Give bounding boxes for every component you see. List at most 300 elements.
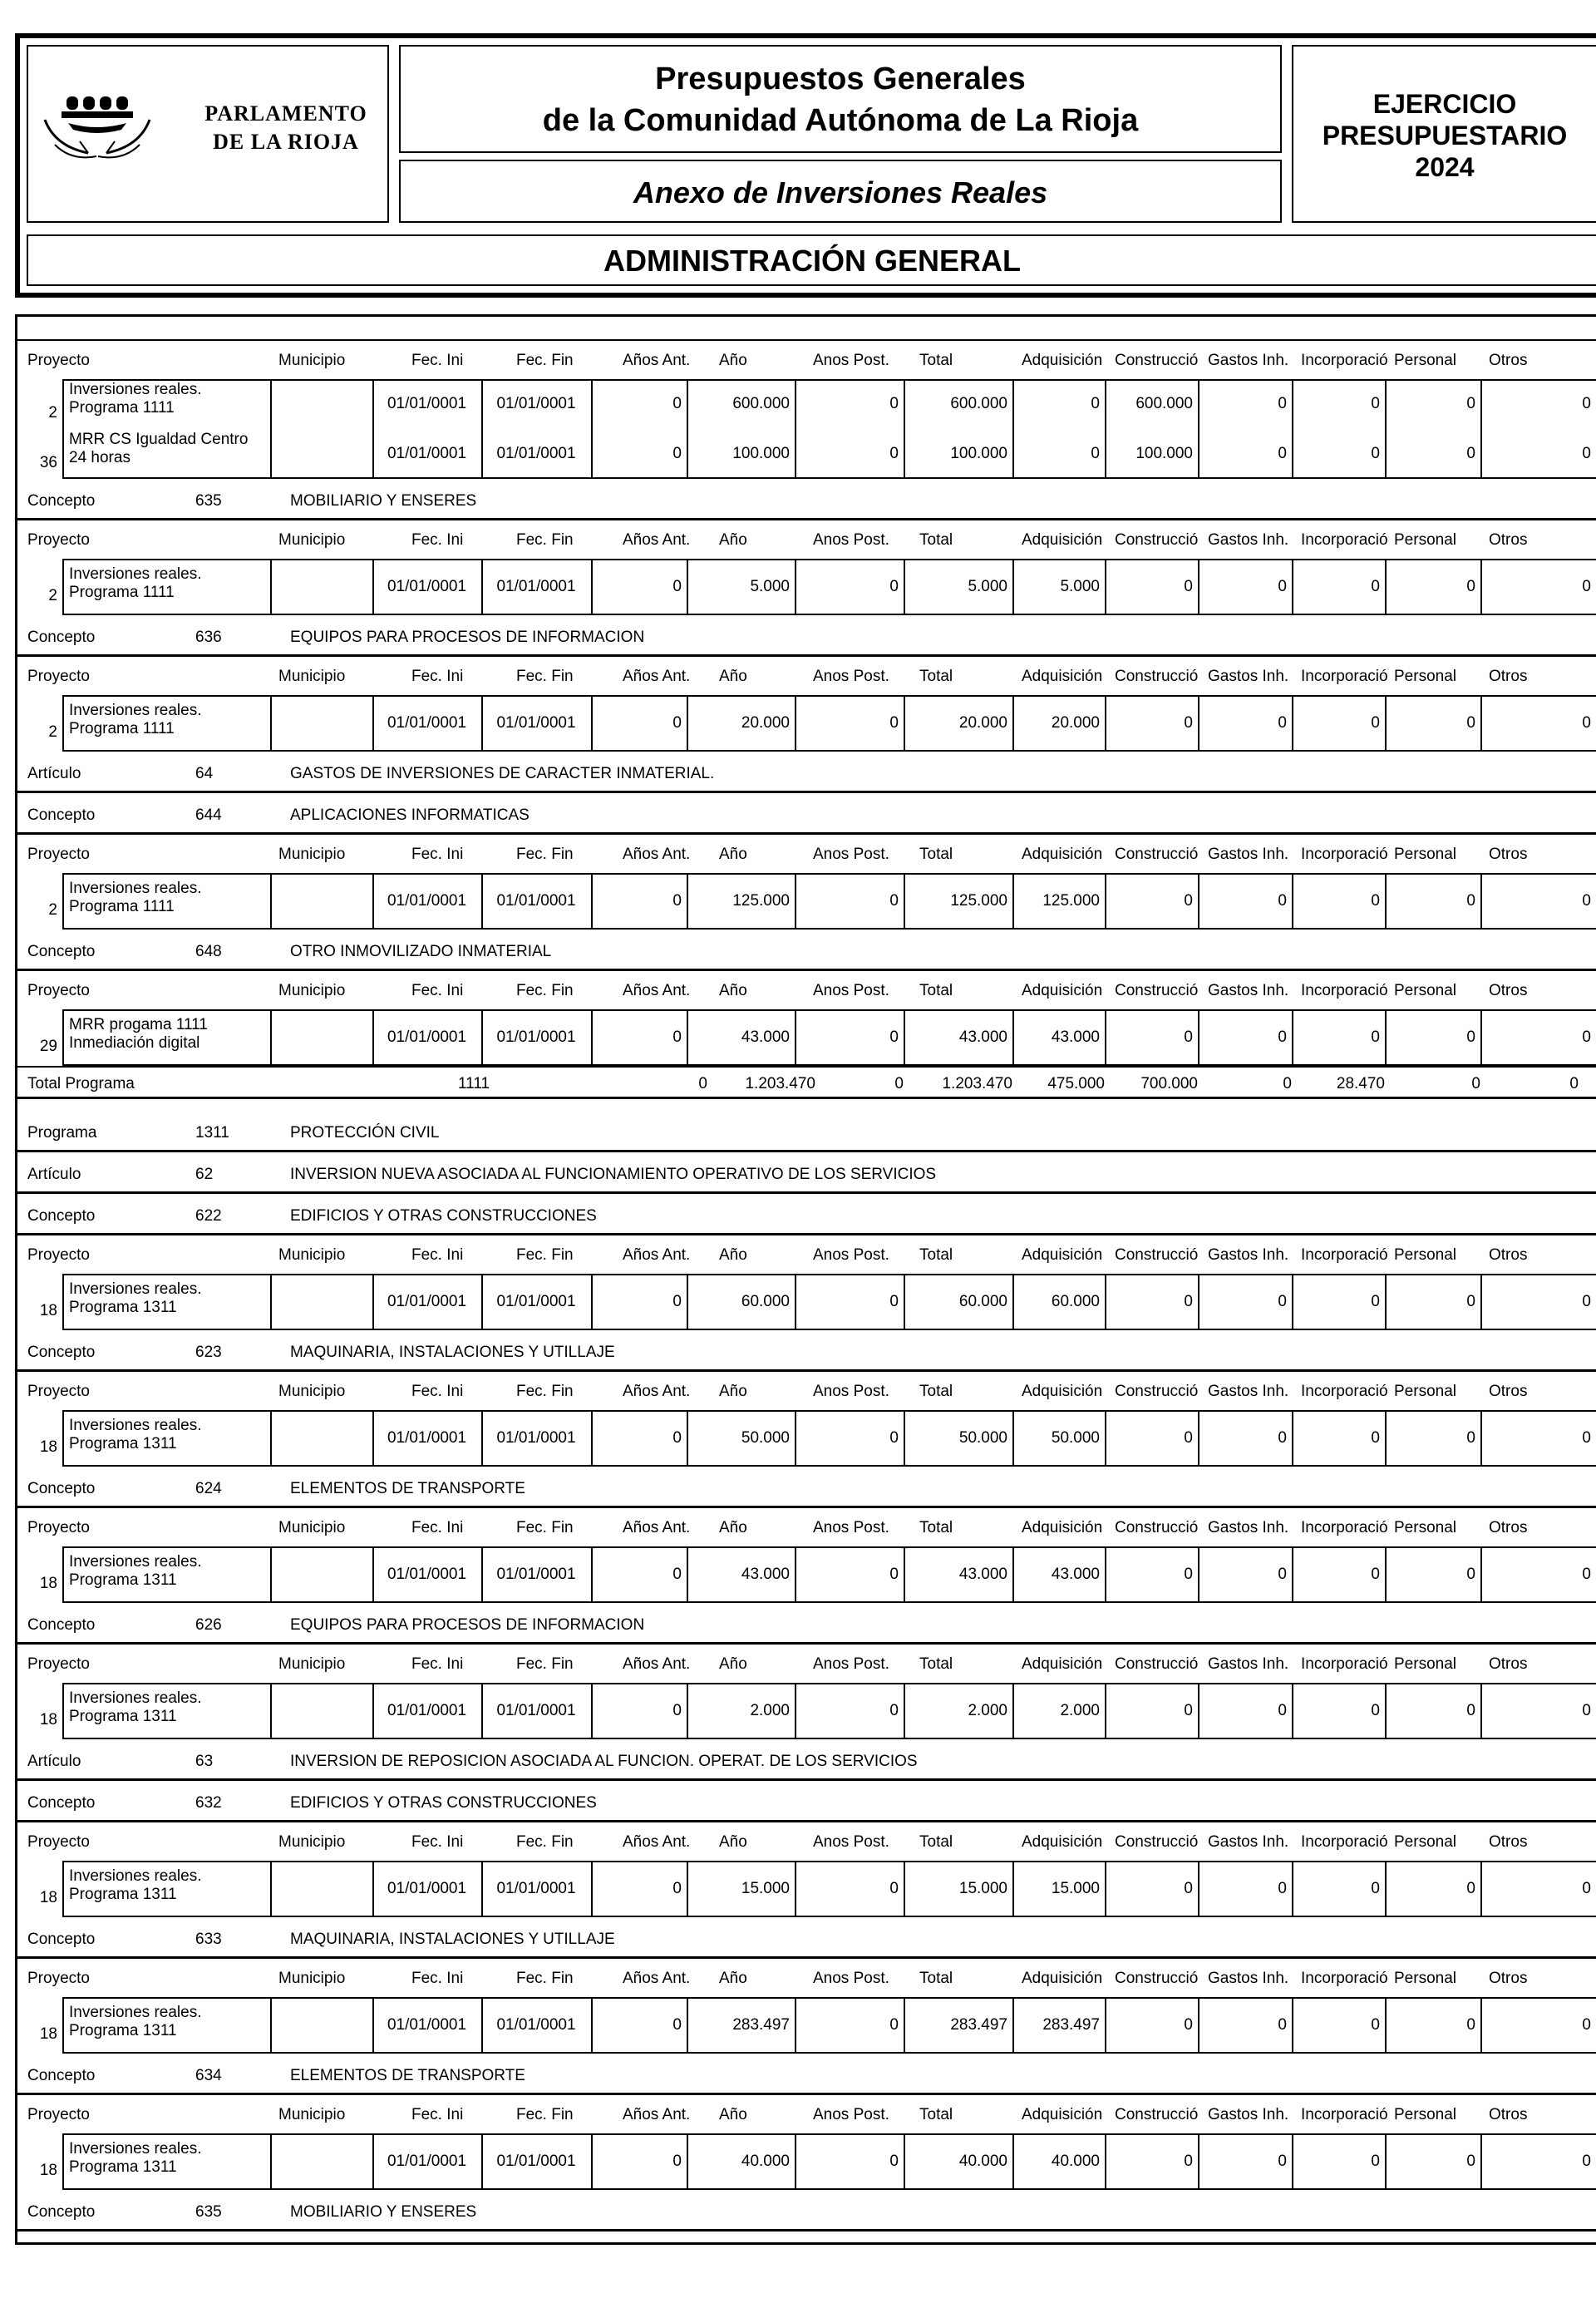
amount-cell: 0 bbox=[1184, 578, 1193, 595]
column-header: Otros bbox=[1489, 846, 1528, 863]
amount-cell: 0 bbox=[889, 1293, 899, 1310]
amount-cell: 0 bbox=[1184, 1702, 1193, 1719]
category-kind: Concepto bbox=[27, 1931, 96, 1948]
amount-cell: 0 bbox=[1466, 1566, 1475, 1583]
end-date: 01/01/0001 bbox=[496, 1293, 576, 1310]
table-cell bbox=[270, 695, 372, 752]
column-header: Año bbox=[719, 982, 747, 999]
amount-cell: 0 bbox=[889, 1880, 899, 1897]
column-header: Personal bbox=[1394, 531, 1456, 549]
project-name-line: MRR CS Igualdad Centro bbox=[69, 431, 249, 448]
table-cell bbox=[270, 429, 372, 479]
start-date: 01/01/0001 bbox=[387, 892, 467, 910]
end-date: 01/01/0001 bbox=[496, 395, 576, 412]
amount-cell: 100.000 bbox=[950, 445, 1007, 462]
budget-year-box bbox=[1292, 45, 1596, 223]
project-name bbox=[69, 2004, 268, 2049]
logo-line-1: PARLAMENTO bbox=[204, 101, 367, 126]
column-header: Municipio bbox=[278, 531, 346, 549]
column-header: Personal bbox=[1394, 2106, 1456, 2123]
column-header: Años Ant. bbox=[623, 2106, 691, 2123]
column-header: Fec. Ini bbox=[411, 1970, 464, 1987]
column-header: Otros bbox=[1489, 352, 1528, 369]
amount-cell: 0 bbox=[672, 2016, 682, 2034]
column-header: Adquisición bbox=[1022, 352, 1103, 369]
category-code: 635 bbox=[195, 2203, 222, 2221]
category-kind: Concepto bbox=[27, 943, 96, 960]
amount-cell: 0 bbox=[889, 714, 899, 732]
project-name-line: Inversiones reales. bbox=[69, 1280, 202, 1298]
amount-cell: 0 bbox=[672, 1028, 682, 1046]
amount-cell: 0 bbox=[1278, 1566, 1287, 1583]
total-label: Total Programa bbox=[27, 1075, 135, 1092]
column-header: Otros bbox=[1489, 1519, 1528, 1536]
column-header: Año bbox=[719, 1970, 747, 1987]
column-header: Total bbox=[919, 1383, 953, 1400]
column-header: Fec. Ini bbox=[411, 1655, 464, 1673]
amount-cell: 43.000 bbox=[958, 1566, 1007, 1583]
project-name-line: Programa 1111 bbox=[69, 584, 175, 601]
column-header: Gastos Inh. bbox=[1208, 1519, 1289, 1536]
category-row bbox=[17, 1917, 1596, 1959]
column-header: Construcció bbox=[1115, 2106, 1199, 2123]
column-header: Gastos Inh. bbox=[1208, 668, 1289, 685]
section-title: ADMINISTRACIÓN GENERAL bbox=[27, 234, 1596, 286]
column-header: Años Ant. bbox=[623, 1833, 691, 1851]
column-header: Anos Post. bbox=[813, 1655, 889, 1673]
column-header: Fec. Ini bbox=[411, 982, 464, 999]
category-code: 636 bbox=[195, 629, 222, 646]
amount-cell: 0 bbox=[672, 892, 682, 910]
column-header: Año bbox=[719, 1655, 747, 1673]
project-number: 36 bbox=[39, 454, 57, 471]
category-kind: Concepto bbox=[27, 2067, 96, 2084]
column-header: Construcció bbox=[1115, 352, 1199, 369]
column-header: Adquisición bbox=[1022, 1970, 1103, 1987]
amount-cell: 0 bbox=[1184, 1429, 1193, 1447]
amount-cell: 2.000 bbox=[750, 1702, 790, 1719]
amount-cell: 40.000 bbox=[741, 2153, 790, 2170]
amount-cell: 0 bbox=[1371, 2016, 1380, 2034]
column-header: Gastos Inh. bbox=[1208, 1833, 1289, 1851]
column-header: Total bbox=[919, 1970, 953, 1987]
column-header: Anos Post. bbox=[813, 1519, 889, 1536]
column-header: Municipio bbox=[278, 1833, 346, 1851]
column-header: Incorporació bbox=[1301, 531, 1388, 549]
amount-cell: 5.000 bbox=[750, 578, 790, 595]
amount-cell: 125.000 bbox=[732, 892, 790, 910]
column-header: Total bbox=[919, 846, 953, 863]
amount-cell: 125.000 bbox=[1042, 892, 1100, 910]
amount-cell: 0 bbox=[889, 395, 899, 412]
amount-cell: 0 bbox=[1582, 1566, 1591, 1583]
amount-cell: 0 bbox=[1582, 1293, 1591, 1310]
amount-cell: 0 bbox=[1582, 714, 1591, 732]
column-header: Total bbox=[919, 1833, 953, 1851]
title-line-2: de la Comunidad Autónoma de La Rioja bbox=[542, 103, 1139, 138]
document-title bbox=[399, 45, 1282, 153]
exercise-line-2: PRESUPUESTARIO bbox=[1322, 121, 1568, 150]
column-header: Proyecto bbox=[27, 1246, 90, 1264]
column-header: Fec. Fin bbox=[516, 1970, 574, 1987]
amount-cell: 0 bbox=[1371, 1702, 1380, 1719]
column-header: Incorporació bbox=[1301, 1383, 1388, 1400]
project-name-line: Programa 1311 bbox=[69, 2158, 177, 2176]
project-number: 2 bbox=[48, 901, 57, 919]
column-header: Adquisición bbox=[1022, 531, 1103, 549]
amount-cell: 2.000 bbox=[1060, 1702, 1100, 1719]
column-header: Fec. Ini bbox=[411, 1246, 464, 1264]
amount-cell: 0 bbox=[1582, 578, 1591, 595]
column-header: Fec. Fin bbox=[516, 1383, 574, 1400]
amount-cell: 0 bbox=[1091, 445, 1100, 462]
table-cell bbox=[270, 1009, 372, 1066]
amount-cell: 20.000 bbox=[958, 714, 1007, 732]
column-header: Años Ant. bbox=[623, 1970, 691, 1987]
category-row bbox=[17, 752, 1596, 793]
project-row bbox=[17, 1274, 1596, 1330]
column-header: Gastos Inh. bbox=[1208, 2106, 1289, 2123]
category-code: 648 bbox=[195, 943, 222, 960]
end-date: 01/01/0001 bbox=[496, 1880, 576, 1897]
project-name bbox=[69, 565, 268, 610]
amount-cell: 600.000 bbox=[950, 395, 1007, 412]
title-line-1: Presupuestos Generales bbox=[655, 62, 1026, 96]
column-header: Personal bbox=[1394, 1519, 1456, 1536]
amount-cell: 283.497 bbox=[732, 2016, 790, 2034]
amount-cell: 0 bbox=[1466, 2016, 1475, 2034]
column-header: Adquisición bbox=[1022, 982, 1103, 999]
amount-cell: 0 bbox=[1184, 2153, 1193, 2170]
category-desc: APLICACIONES INFORMATICAS bbox=[290, 806, 530, 824]
amount-cell: 0 bbox=[1582, 1028, 1591, 1046]
column-header: Total bbox=[919, 2106, 953, 2123]
category-code: 63 bbox=[195, 1753, 214, 1770]
amount-cell: 43.000 bbox=[1051, 1566, 1100, 1583]
project-name-line: Programa 1311 bbox=[69, 1571, 177, 1589]
project-name bbox=[69, 1016, 268, 1061]
start-date: 01/01/0001 bbox=[387, 445, 467, 462]
column-header: Personal bbox=[1394, 982, 1456, 999]
amount-cell: 0 bbox=[1371, 1566, 1380, 1583]
column-header: Incorporació bbox=[1301, 2106, 1388, 2123]
amount-cell: 0 bbox=[672, 1566, 682, 1583]
amount-cell: 5.000 bbox=[968, 578, 1007, 595]
amount-cell: 0 bbox=[1371, 445, 1380, 462]
amount-cell: 40.000 bbox=[958, 2153, 1007, 2170]
amount-cell: 43.000 bbox=[741, 1566, 790, 1583]
column-header: Proyecto bbox=[27, 1833, 90, 1851]
amount-cell: 0 bbox=[1466, 578, 1475, 595]
amount-cell: 0 bbox=[1466, 892, 1475, 910]
category-desc: EQUIPOS PARA PROCESOS DE INFORMACION bbox=[290, 1616, 645, 1634]
column-header: Años Ant. bbox=[623, 352, 691, 369]
column-header: Otros bbox=[1489, 1833, 1528, 1851]
amount-cell: 20.000 bbox=[1051, 714, 1100, 732]
column-header: Total bbox=[919, 531, 953, 549]
category-row bbox=[17, 479, 1596, 520]
category-code: 64 bbox=[195, 765, 214, 782]
amount-cell: 0 bbox=[1371, 578, 1380, 595]
category-kind: Concepto bbox=[27, 492, 96, 510]
column-header: Años Ant. bbox=[623, 846, 691, 863]
amount-cell: 60.000 bbox=[958, 1293, 1007, 1310]
column-header: Total bbox=[919, 1655, 953, 1673]
amount-cell: 0 bbox=[889, 578, 899, 595]
category-desc: INVERSION NUEVA ASOCIADA AL FUNCIONAMIENTO OPERATIVO DE LOS SERVICIOS bbox=[290, 1166, 937, 1183]
column-header-row bbox=[17, 1964, 1596, 1992]
total-amount: 28.470 bbox=[1336, 1075, 1385, 1092]
column-header: Proyecto bbox=[27, 531, 90, 549]
amount-cell: 0 bbox=[1466, 445, 1475, 462]
category-kind: Concepto bbox=[27, 806, 96, 824]
project-name-line: Inversiones reales. bbox=[69, 702, 202, 719]
column-header: Anos Post. bbox=[813, 531, 889, 549]
column-header: Total bbox=[919, 1519, 953, 1536]
amount-cell: 0 bbox=[889, 2153, 899, 2170]
table-cell bbox=[270, 1274, 372, 1330]
project-name-line: Programa 1111 bbox=[69, 720, 175, 737]
amount-cell: 0 bbox=[1278, 445, 1287, 462]
category-desc: EQUIPOS PARA PROCESOS DE INFORMACION bbox=[290, 629, 645, 646]
category-kind: Programa bbox=[27, 1124, 97, 1142]
column-header: Adquisición bbox=[1022, 668, 1103, 685]
column-header: Otros bbox=[1489, 1383, 1528, 1400]
column-header: Otros bbox=[1489, 982, 1528, 999]
column-header: Anos Post. bbox=[813, 846, 889, 863]
column-header: Incorporació bbox=[1301, 846, 1388, 863]
category-code: 632 bbox=[195, 1794, 222, 1812]
column-header: Adquisición bbox=[1022, 1655, 1103, 1673]
column-header: Fec. Fin bbox=[516, 1519, 574, 1536]
column-header: Fec. Ini bbox=[411, 1833, 464, 1851]
column-header-row bbox=[17, 662, 1596, 690]
amount-cell: 15.000 bbox=[958, 1880, 1007, 1897]
amount-cell: 40.000 bbox=[1051, 2153, 1100, 2170]
column-header: Años Ant. bbox=[623, 531, 691, 549]
amount-cell: 43.000 bbox=[741, 1028, 790, 1046]
amount-cell: 50.000 bbox=[741, 1429, 790, 1447]
amount-cell: 0 bbox=[889, 1028, 899, 1046]
category-code: 644 bbox=[195, 806, 222, 824]
column-header: Personal bbox=[1394, 668, 1456, 685]
category-kind: Concepto bbox=[27, 629, 96, 646]
column-header: Fec. Fin bbox=[516, 1655, 574, 1673]
column-header: Anos Post. bbox=[813, 1833, 889, 1851]
amount-cell: 0 bbox=[1371, 2153, 1380, 2170]
category-kind: Concepto bbox=[27, 1794, 96, 1812]
amount-cell: 0 bbox=[672, 395, 682, 412]
column-header: Años Ant. bbox=[623, 1519, 691, 1536]
column-header: Construcció bbox=[1115, 1655, 1199, 1673]
column-header: Gastos Inh. bbox=[1208, 1970, 1289, 1987]
start-date: 01/01/0001 bbox=[387, 395, 467, 412]
category-row bbox=[17, 930, 1596, 971]
project-number: 18 bbox=[39, 1302, 57, 1319]
column-header: Fec. Ini bbox=[411, 846, 464, 863]
column-header: Anos Post. bbox=[813, 1970, 889, 1987]
amount-cell: 0 bbox=[1466, 714, 1475, 732]
total-amount: 1.203.470 bbox=[745, 1075, 815, 1092]
column-header: Proyecto bbox=[27, 1383, 90, 1400]
column-header: Gastos Inh. bbox=[1208, 352, 1289, 369]
amount-cell: 0 bbox=[889, 1566, 899, 1583]
column-header: Anos Post. bbox=[813, 1383, 889, 1400]
amount-cell: 0 bbox=[1278, 1028, 1287, 1046]
parliament-logo bbox=[27, 45, 389, 223]
table-cell bbox=[270, 1683, 372, 1739]
column-header: Fec. Fin bbox=[516, 1833, 574, 1851]
amount-cell: 283.497 bbox=[1042, 2016, 1100, 2034]
start-date: 01/01/0001 bbox=[387, 2016, 467, 2034]
column-header: Año bbox=[719, 1833, 747, 1851]
amount-cell: 0 bbox=[1371, 395, 1380, 412]
project-row bbox=[17, 1997, 1596, 2054]
column-header: Año bbox=[719, 1519, 747, 1536]
project-name-line: Programa 1311 bbox=[69, 1886, 177, 1903]
column-header: Fec. Fin bbox=[516, 668, 574, 685]
project-number: 18 bbox=[39, 1711, 57, 1729]
category-row bbox=[17, 793, 1596, 835]
column-header: Construcció bbox=[1115, 668, 1199, 685]
project-name-line: Inversiones reales. bbox=[69, 880, 202, 897]
column-header: Otros bbox=[1489, 1655, 1528, 1673]
table-cell bbox=[270, 1861, 372, 1917]
category-desc: PROTECCIÓN CIVIL bbox=[290, 1124, 440, 1142]
project-name bbox=[69, 880, 268, 925]
table-cell bbox=[270, 2133, 372, 2190]
column-header: Año bbox=[719, 668, 747, 685]
project-row bbox=[17, 429, 1596, 479]
column-header: Total bbox=[919, 668, 953, 685]
column-header: Año bbox=[719, 2106, 747, 2123]
column-header: Total bbox=[919, 982, 953, 999]
category-desc: EDIFICIOS Y OTRAS CONSTRUCCIONES bbox=[290, 1794, 597, 1812]
column-header: Municipio bbox=[278, 982, 346, 999]
amount-cell: 0 bbox=[1278, 1429, 1287, 1447]
end-date: 01/01/0001 bbox=[496, 1702, 576, 1719]
column-header: Anos Post. bbox=[813, 2106, 889, 2123]
column-header: Fec. Ini bbox=[411, 531, 464, 549]
category-row bbox=[17, 1467, 1596, 1508]
amount-cell: 0 bbox=[1371, 1880, 1380, 1897]
column-header: Personal bbox=[1394, 1655, 1456, 1673]
column-header: Incorporació bbox=[1301, 1519, 1388, 1536]
column-header-row bbox=[17, 1240, 1596, 1269]
column-header: Fec. Ini bbox=[411, 1383, 464, 1400]
project-name-line: Inversiones reales. bbox=[69, 1689, 202, 1707]
column-header: Gastos Inh. bbox=[1208, 1655, 1289, 1673]
column-header: Proyecto bbox=[27, 668, 90, 685]
amount-cell: 0 bbox=[1371, 1028, 1380, 1046]
category-kind: Concepto bbox=[27, 1480, 96, 1497]
total-amount: 0 bbox=[1283, 1075, 1292, 1092]
document-subtitle: Anexo de Inversiones Reales bbox=[399, 160, 1282, 223]
category-row bbox=[17, 1111, 1596, 1152]
project-row bbox=[17, 695, 1596, 752]
column-header: Proyecto bbox=[27, 1655, 90, 1673]
column-header: Incorporació bbox=[1301, 1970, 1388, 1987]
start-date: 01/01/0001 bbox=[387, 1880, 467, 1897]
column-header: Incorporació bbox=[1301, 1833, 1388, 1851]
category-desc: ELEMENTOS DE TRANSPORTE bbox=[290, 2067, 525, 2084]
amount-cell: 125.000 bbox=[950, 892, 1007, 910]
column-header: Anos Post. bbox=[813, 982, 889, 999]
amount-cell: 0 bbox=[889, 892, 899, 910]
amount-cell: 60.000 bbox=[741, 1293, 790, 1310]
column-header: Otros bbox=[1489, 2106, 1528, 2123]
column-header: Fec. Fin bbox=[516, 531, 574, 549]
table-cell bbox=[270, 379, 372, 429]
amount-cell: 5.000 bbox=[1060, 578, 1100, 595]
project-number: 2 bbox=[48, 404, 57, 422]
column-header: Construcció bbox=[1115, 1833, 1199, 1851]
amount-cell: 0 bbox=[672, 1880, 682, 1897]
category-row bbox=[17, 1603, 1596, 1645]
column-header: Proyecto bbox=[27, 1519, 90, 1536]
column-header: Fec. Ini bbox=[411, 2106, 464, 2123]
project-name-line: Programa 1311 bbox=[69, 1708, 177, 1725]
column-header: Año bbox=[719, 352, 747, 369]
category-desc: EDIFICIOS Y OTRAS CONSTRUCCIONES bbox=[290, 1207, 597, 1225]
column-header: Incorporació bbox=[1301, 982, 1388, 999]
column-header: Municipio bbox=[278, 1519, 346, 1536]
total-program-code: 1111 bbox=[458, 1075, 490, 1092]
amount-cell: 0 bbox=[1278, 1880, 1287, 1897]
project-name bbox=[69, 1553, 268, 1598]
amount-cell: 0 bbox=[1278, 395, 1287, 412]
category-row bbox=[17, 2190, 1596, 2232]
project-name-line: Programa 1111 bbox=[69, 898, 175, 915]
project-row bbox=[17, 873, 1596, 930]
column-header-row bbox=[17, 1377, 1596, 1405]
column-header: Construcció bbox=[1115, 1383, 1199, 1400]
project-name-line: Programa 1311 bbox=[69, 1435, 177, 1452]
column-header: Año bbox=[719, 531, 747, 549]
project-name-line: Inversiones reales. bbox=[69, 1867, 202, 1885]
amount-cell: 0 bbox=[889, 1702, 899, 1719]
column-header: Incorporació bbox=[1301, 352, 1388, 369]
total-amount: 1.203.470 bbox=[942, 1075, 1012, 1092]
end-date: 01/01/0001 bbox=[496, 1566, 576, 1583]
start-date: 01/01/0001 bbox=[387, 1566, 467, 1583]
amount-cell: 0 bbox=[1582, 1702, 1591, 1719]
amount-cell: 600.000 bbox=[732, 395, 790, 412]
category-code: 626 bbox=[195, 1616, 222, 1634]
column-header: Municipio bbox=[278, 2106, 346, 2123]
category-desc: INVERSION DE REPOSICION ASOCIADA AL FUNCION. OPERAT. DE LOS SERVICIOS bbox=[290, 1753, 918, 1770]
category-code: 635 bbox=[195, 492, 222, 510]
exercise-year: 2024 bbox=[1415, 152, 1475, 182]
amount-cell: 60.000 bbox=[1051, 1293, 1100, 1310]
total-amount: 475.000 bbox=[1047, 1075, 1105, 1092]
column-header: Municipio bbox=[278, 1383, 346, 1400]
amount-cell: 0 bbox=[1278, 1702, 1287, 1719]
end-date: 01/01/0001 bbox=[496, 2016, 576, 2034]
project-name-line: Inversiones reales. bbox=[69, 1417, 202, 1434]
project-name bbox=[69, 2140, 268, 2185]
amount-cell: 0 bbox=[1371, 1429, 1380, 1447]
category-row bbox=[17, 615, 1596, 657]
column-header: Anos Post. bbox=[813, 352, 889, 369]
amount-cell: 100.000 bbox=[732, 445, 790, 462]
amount-cell: 0 bbox=[889, 445, 899, 462]
total-amount: 0 bbox=[1569, 1075, 1579, 1092]
column-header: Año bbox=[719, 1246, 747, 1264]
project-name-line: 24 horas bbox=[69, 449, 131, 466]
column-header: Años Ant. bbox=[623, 1655, 691, 1673]
category-kind: Artículo bbox=[27, 1166, 81, 1183]
